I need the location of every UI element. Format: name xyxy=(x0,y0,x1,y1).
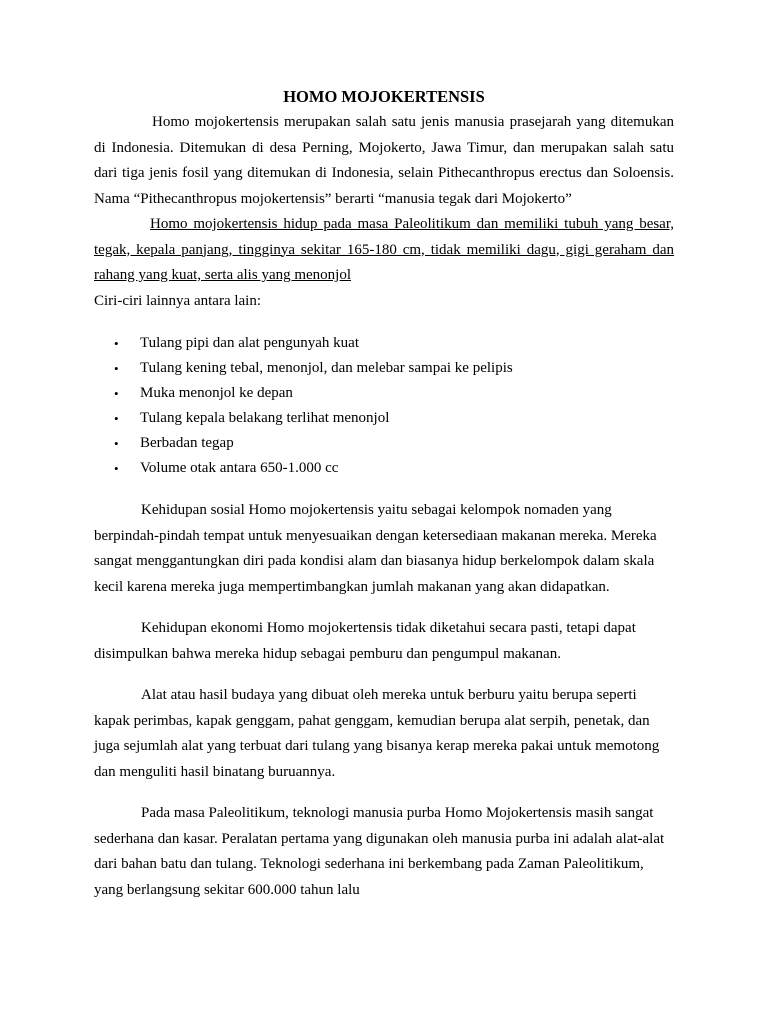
technology-paragraph: Pada masa Paleolitikum, teknologi manusia purba Homo Mojokertensis masih sangat sederhana dan kasar. Peralatan pertama yang digunakan oleh manusia purba ini adalah alat-alat dari bahan batu dan tulang. Teknologi sederhana ini berkembang pada Zaman Paleolitikum, yang berlangsung sekitar 600.000 tahun lalu xyxy=(94,805,665,898)
document-title: HOMO MOJOKERTENSIS xyxy=(283,87,485,106)
list-item: • Berbadan tegap xyxy=(94,431,674,456)
list-item: • Tulang kening tebal, menonjol, dan melebar sampai ke pelipis xyxy=(94,356,674,381)
underlined-text: Homo mojokertensis hidup pada masa Paleolitikum dan memiliki tubuh yang besar, tegak, kepala panjang, tingginya sekitar 165-180 cm, tidak memiliki dagu, gigi geraham dan rahang yang kuat, serta alis yang menonjol xyxy=(94,216,674,283)
underlined-paragraph xyxy=(94,212,674,289)
bullet-icon: • xyxy=(114,436,119,451)
intro-paragraph: Homo mojokertensis merupakan salah satu jenis manusia prasejarah yang ditemukan di Indonesia. Ditemukan di desa Perning, Mojokerto, Jawa Timur, dan merupakan salah satu dari tiga jenis fosil yang ditemukan di Indonesia, selain Pithecanthropus erectus dan Soloensis. Nama “Pithecanthropus mojokertensis” berarti “manusia tegak dari Mojokerto” xyxy=(94,114,674,207)
bullet-icon: • xyxy=(114,336,119,351)
bullet-icon: • xyxy=(114,461,119,476)
bullet-icon: • xyxy=(114,411,119,426)
list-item: • Tulang kepala belakang terlihat menonjol xyxy=(94,406,674,431)
list-item: • Tulang pipi dan alat pengunyah kuat xyxy=(94,331,674,356)
bullet-icon: • xyxy=(114,386,119,401)
traits-list xyxy=(94,331,674,481)
list-item: • Muka menonjol ke depan xyxy=(94,381,674,406)
list-intro: Ciri-ciri lainnya antara lain: xyxy=(94,292,262,309)
social-paragraph: Kehidupan sosial Homo mojokertensis yaitu sebagai kelompok nomaden yang berpindah-pindah tempat untuk menyesuaikan dengan ketersediaan makanan mereka. Mereka sangat menggantungkan diri pada kondisi alam dan biasanya hidup berkelompok dalam skala kecil karena mereka juga mempertimbangkan jumlah makanan yang akan didapatkan. xyxy=(94,502,657,595)
document-page xyxy=(94,85,674,903)
economy-paragraph: Kehidupan ekonomi Homo mojokertensis tidak diketahui secara pasti, tetapi dapat disimpulkan bahwa mereka hidup sebagai pemburu dan pengumpul makanan. xyxy=(94,620,636,662)
tools-paragraph: Alat atau hasil budaya yang dibuat oleh mereka untuk berburu yaitu berupa seperti kapak perimbas, kapak genggam, pahat genggam, kemudian berupa alat serpih, penetak, dan juga sejumlah alat yang terbuat dari tulang yang bisanya kerap mereka pakai untuk memotong dan menguliti hasil binatang buruannya. xyxy=(94,687,660,780)
bullet-icon: • xyxy=(114,361,119,376)
list-item: • Volume otak antara 650-1.000 cc xyxy=(94,456,674,481)
